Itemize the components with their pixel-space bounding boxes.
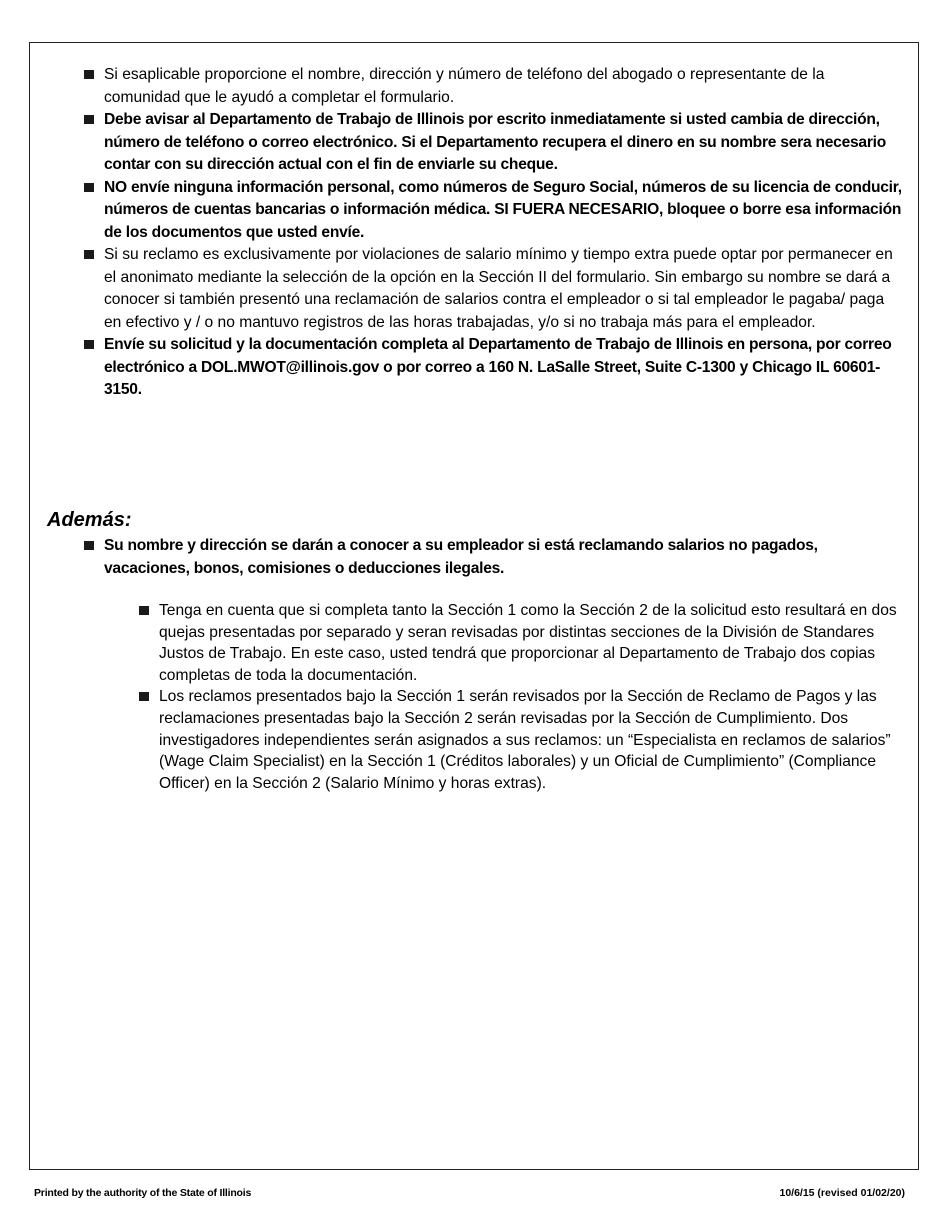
- footer-authority: Printed by the authority of the State of Illinois: [34, 1187, 252, 1199]
- footer-revision-date: 10/6/15 (revised 01/02/20): [779, 1187, 905, 1199]
- list-item-text: Los reclamos presentados bajo la Sección 1 serán revisados por la Sección de Reclamo de Pagos y las reclamaciones presentadas bajo la Sección 2 serán revisadas por la Sección de Cumplimiento. Dos investigadores independientes serán asignados a sus reclamos: un “Especialista en reclamos de salarios” (Wage Claim Specialist) en la Sección 1 (Créditos laborales) y un Oficial de Cumplimiento” (Compliance Officer) en la Sección 2 (Salario Mínimo y horas extras).: [159, 688, 891, 792]
- list-item-text: Envíe su solicitud y la documentación completa al Departamento de Trabajo de Illinois en persona, por correo electrónico a DOL.MWOT@illinois.gov o por correo a 160 N. LaSalle Street, Suite C-1300 y Chicago IL 60601-3150.: [104, 336, 892, 398]
- list-item-text: Su nombre y dirección se darán a conocer a su empleador si está reclamando salarios no pagados, vacaciones, bonos, comisiones o deducciones ilegales.: [104, 537, 818, 577]
- list-item: [82, 109, 902, 177]
- square-bullet-icon: [84, 541, 94, 550]
- square-bullet-icon: [84, 70, 94, 79]
- list-item: [137, 600, 902, 686]
- list-item: [82, 244, 902, 334]
- instruction-list: [82, 64, 902, 402]
- sub-list: [137, 600, 902, 794]
- list-item-text: Debe avisar al Departamento de Trabajo de Illinois por escrito inmediatamente si usted cambia de dirección, número de teléfono o correo electrónico. Si el Departamento recupera el dinero en su nombre sera necesario contar con su dirección actual con el fin de enviarle su cheque.: [104, 111, 887, 173]
- square-bullet-icon: [84, 340, 94, 349]
- list-item: [82, 334, 902, 402]
- list-item-text: NO envíe ninguna información personal, como números de Seguro Social, números de su licencia de conducir, números de cuentas bancarias o información médica. SI FUERA NECESARIO, bloquee o borre esa información de los documentos que usted envíe.: [104, 178, 902, 241]
- square-bullet-icon: [84, 115, 94, 124]
- list-item: [137, 686, 902, 794]
- list-item-text: Si su reclamo es exclusivamente por violaciones de salario mínimo y tiempo extra puede optar por permanecer en el anonimato mediante la selección de la opción en la Sección II del formulario. Sin embargo su nombre se dará a conocer si también presentó una reclamación de salarios contra el empleador o si tal empleador le pagaba/ paga en efectivo y / o no mantuvo registros de las horas trabajadas, y/o si no trabaja más para el empleador.: [104, 246, 893, 331]
- square-bullet-icon: [84, 250, 94, 259]
- list-item-text: Si esaplicable proporcione el nombre, dirección y número de teléfono del abogado o representante de la comunidad que le ayudó a completar el formulario.: [104, 66, 825, 106]
- square-bullet-icon: [139, 606, 149, 615]
- list-item: [82, 177, 902, 245]
- square-bullet-icon: [84, 183, 94, 192]
- square-bullet-icon: [139, 692, 149, 701]
- ademas-heading: Además:: [47, 509, 132, 531]
- list-item: [82, 64, 902, 109]
- ademas-list: [82, 535, 902, 580]
- list-item-text: Tenga en cuenta que si completa tanto la Sección 1 como la Sección 2 de la solicitud esto resultará en dos quejas presentadas por separado y seran revisadas por distintas secciones de la División de Standares Justos de Trabajo. En este caso, usted tendrá que proporcionar al Departamento de Trabajo dos copias completas de toda la documentación.: [159, 602, 897, 684]
- list-item: [82, 535, 902, 580]
